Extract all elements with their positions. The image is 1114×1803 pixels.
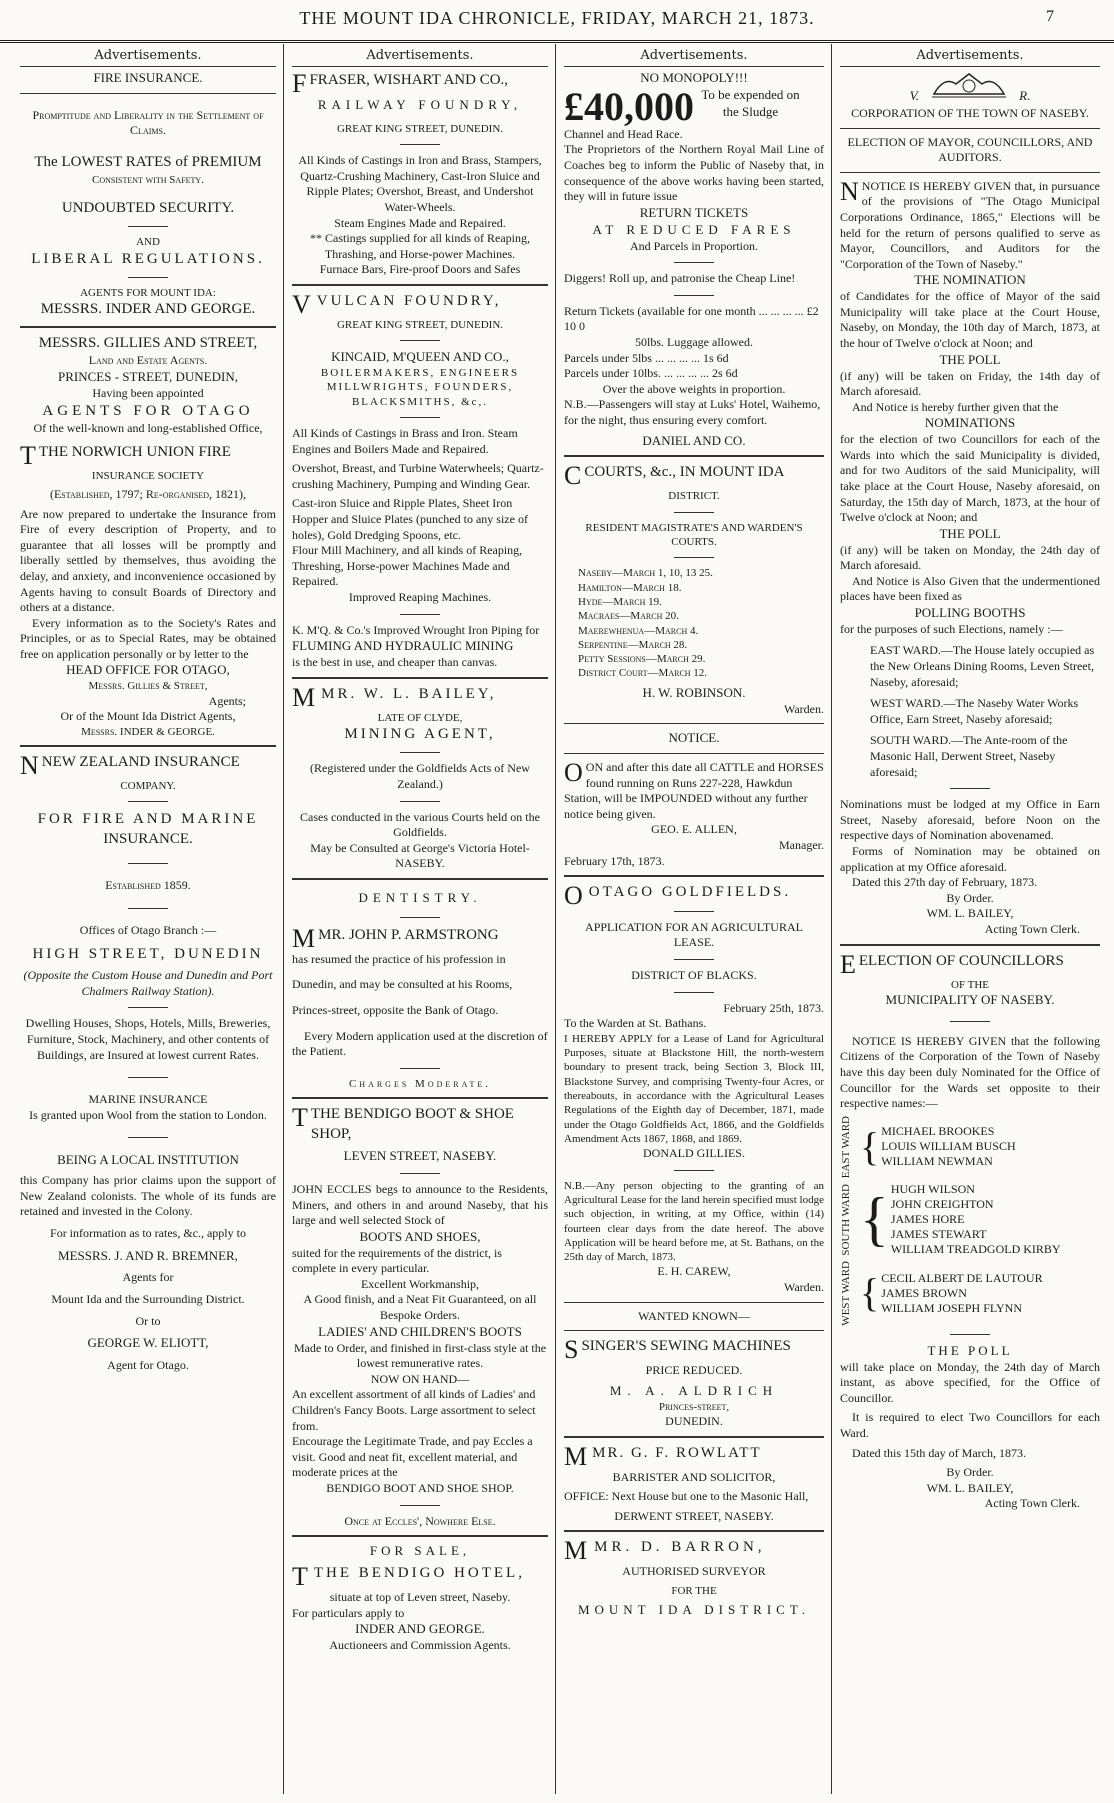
manager: Manager.	[779, 838, 824, 853]
armstrong-title: MR. JOHN P. ARMSTRONG	[318, 926, 499, 943]
poll-title: THE POLL	[939, 351, 1001, 367]
eccles: JOHN ECCLES begs to announce to the Residents, Miners, and others in and around Naseby, that his large and well selected Stock of	[292, 1182, 548, 1228]
high-street: HIGH STREET, DUNEDIN	[32, 945, 264, 962]
improved-reaping: Improved Reaping Machines.	[348, 589, 492, 604]
of-the: OF THE	[951, 978, 989, 991]
wool: Is granted upon Wool from the station to London.	[29, 1107, 267, 1122]
court-sittings	[578, 566, 824, 680]
charges: Charges Moderate.	[348, 1077, 492, 1090]
nomination-title: THE NOMINATION	[914, 272, 1026, 288]
column-3	[558, 44, 830, 1794]
reduced-fares: AT REDUCED FARES	[592, 221, 796, 237]
best-in-use: is the best in use, and cheaper than canvas.	[292, 655, 498, 670]
bendigo-shop: BENDIGO BOOT AND SHOE SHOP.	[326, 1480, 514, 1495]
required: It is required to elect Two Councillors for each Ward.	[840, 1410, 1100, 1440]
by-order-2: By Order.	[946, 1465, 994, 1480]
dated-march: Dated this 15th day of March, 1873.	[852, 1445, 1026, 1460]
channel: Channel and Head Race.	[564, 126, 683, 141]
great-king: GREAT KING STREET, DUNEDIN.	[336, 122, 504, 135]
column-heading: Advertisements.	[20, 44, 276, 67]
list-item: HUGH WILSON	[890, 1181, 975, 1196]
singer-title: SINGER'S SEWING MACHINES	[581, 1338, 791, 1355]
fluming: FLUMING AND HYDRAULIC MINING	[292, 638, 514, 654]
norwich-title: THE NORWICH UNION FIRE	[38, 443, 231, 460]
courts-ad: CCOURTS, &c., IN MOUNT IDA	[564, 461, 785, 491]
municipality: MUNICIPALITY OF NASEBY.	[885, 991, 1055, 1007]
luggage: 50lbs. Luggage allowed.	[635, 335, 753, 350]
auctioneers: Auctioneers and Commission Agents.	[329, 1638, 511, 1653]
robinson: H. W. ROBINSON.	[642, 684, 746, 700]
offices: Offices of Otago Branch :—	[79, 923, 217, 938]
situate: situate at top of Leven street, Naseby.	[329, 1589, 511, 1604]
diggers: Diggers! Roll up, and patronise the Cheap Line!	[564, 271, 796, 286]
fraser-title: FRASER, WISHART AND CO.,	[309, 72, 509, 88]
list-item: District Court—March 12.	[578, 667, 708, 680]
by-order: By Order.	[946, 890, 994, 905]
railway-foundry: RAILWAY FOUNDRY,	[317, 97, 523, 112]
list-item: MICHAEL BROOKES	[881, 1124, 995, 1139]
vulcan-title: VULCAN FOUNDRY,	[316, 292, 502, 309]
donald-gillies: DONALD GILLIES.	[643, 1146, 745, 1161]
otago-goldfields: OOTAGO GOLDFIELDS.	[564, 881, 792, 911]
excellent-assortment: An excellent assortment of all kinds of Ladies' and Children's Fancy Boots. Large assortment to select from.	[292, 1387, 536, 1433]
parcels-proportion: And Parcels in Proportion.	[630, 238, 758, 253]
agents: Agents;	[208, 693, 246, 708]
parcels-5: Parcels under 5lbs ... ... ... ... 1s 6d	[564, 350, 729, 365]
column-1	[14, 44, 282, 1794]
consulted: May be Consulted at George's Victoria Hotel-NASEBY.	[310, 840, 530, 871]
registered: (Registered under the Goldfields Acts of New Zealand.)	[310, 761, 530, 792]
coat-of-arms-icon	[924, 70, 1014, 100]
inder-george: MESSRS. INDER AND GEORGE.	[40, 301, 256, 318]
nz-title: NEW ZEALAND INSURANCE	[41, 754, 240, 771]
good-finish: A Good finish, and a Neat Fit Guaranteed, on all Bespoke Orders.	[303, 1292, 537, 1323]
allen: GEO. E. ALLEN,	[651, 822, 737, 837]
list-item: Maerewhenua—March 4.	[578, 624, 699, 637]
rowlatt-ad: MMR. G. F. ROWLATT	[564, 1441, 762, 1471]
south-ward: SOUTH WARD.—The Ante-room of the Masonic Hall, Derwent Street, Naseby aforesaid;	[870, 733, 1068, 779]
dunedin-rooms: Dunedin, and may be consulted at his Rooms,	[292, 977, 513, 992]
barron-ad: MMR. D. BARRON,	[564, 1536, 766, 1566]
list-item: WILLIAM NEWMAN	[881, 1154, 993, 1169]
undoubted-security: UNDOUBTED SECURITY.	[61, 199, 235, 216]
list-item: JOHN CREIGHTON	[890, 1196, 994, 1211]
castings-supplied: ** Castings supplied for all kinds of Reaping, Thrashing, and Horse-power Machines.	[310, 231, 530, 261]
list-item: CECIL ALBERT DE LAUTOUR	[881, 1270, 1043, 1285]
office: OFFICE: Next House but one to the Masonic Hall,	[564, 1489, 809, 1504]
expended: To be expended on the Sludge	[701, 86, 800, 119]
resident: RESIDENT MAGISTRATE'S AND WARDEN'S COURTS.	[585, 521, 803, 549]
bremner: MESSRS. J. AND R. BREMNER,	[58, 1247, 238, 1263]
column-rule	[831, 44, 832, 1794]
overshot: Overshot, Breast, and Turbine Waterwheels; Quartz-crushing Machinery, Pumping and Winding Gear.	[292, 461, 544, 491]
well-known: Of the well-known and long-established Office,	[33, 421, 263, 436]
all-kinds: All Kinds of Castings in Brass and Iron. Steam Engines and Boilers Made and Repaired.	[292, 426, 518, 456]
mount-ida-district-2: MOUNT IDA DISTRICT.	[577, 1602, 811, 1618]
messrs-inder: Messrs. INDER & GEORGE.	[81, 725, 215, 738]
royal-crest	[840, 70, 1100, 106]
consistent: Consistent with Safety.	[92, 173, 204, 186]
district-blacks: DISTRICT OF BLACKS.	[631, 967, 757, 982]
promptitude: Promptitude and Liberality in the Settlement of Claims.	[32, 107, 264, 138]
furnace: Furnace Bars, Fire-proof Doors and Safes	[319, 262, 521, 277]
town-clerk-2: Acting Town Clerk.	[984, 1496, 1080, 1511]
local-institution: BEING A LOCAL INSTITUTION	[57, 1152, 239, 1168]
encourage: Encourage the Legitimate Trade, and pay Eccles a visit. Good and neat fit, excellent material, and moderate prices at the	[292, 1434, 533, 1480]
aldrich: M. A. ALDRICH	[609, 1382, 779, 1398]
agents-for-2: Agents for	[122, 1270, 174, 1285]
return-fare: Return Tickets (available for one month ... ... ... ... £2 10 0	[564, 303, 819, 334]
page-number: 7	[1046, 8, 1054, 25]
feb-17: February 17th, 1873.	[564, 853, 665, 868]
nominations-title: NOMINATIONS	[924, 415, 1016, 431]
inder-george-2: INDER AND GEORGE.	[355, 1621, 485, 1637]
castings: All Kinds of Castings in Iron and Brass, Stampers, Quartz-Crushing Machinery, Cast-Iron Sluice and Ripple Plates; Overshot, Breast, and Undershot Water-Wheels.	[298, 153, 542, 214]
election-councillors: EELECTION OF COUNCILLORS	[840, 949, 1064, 979]
purposes: for the purposes of such Elections, namely :—	[840, 621, 1063, 636]
particulars: For particulars apply to	[292, 1605, 405, 1620]
ward-label: WEST WARD	[840, 1260, 852, 1326]
no-monopoly: NO MONOPOLY!!!	[640, 70, 748, 85]
list-item: LOUIS WILLIAM BUSCH	[881, 1139, 1016, 1154]
barrister: BARRISTER AND SOLICITOR,	[612, 1469, 776, 1484]
poll-place: will take place on Monday, the 24th day of March instant, as above specified, for the Office of Councillor.	[840, 1359, 1100, 1405]
courts-title: COURTS, &c., IN MOUNT IDA	[584, 464, 785, 481]
warden: Warden.	[783, 701, 824, 716]
ward-west: WEST WARD { CECIL ALBERT DE LAUTOUR JAMES BROWN WILLIAM JOSEPH FLYNN	[840, 1260, 1043, 1326]
to-warden: To the Warden at St. Bathans.	[564, 1016, 707, 1031]
bendigo-title: THE BENDIGO BOOT & SHOE SHOP,	[310, 1106, 514, 1142]
princes-opposite: Princes-street, opposite the Bank of Otago.	[292, 1003, 499, 1018]
list-item: WILLIAM JOSEPH FLYNN	[881, 1300, 1022, 1315]
sluice-plates: Cast-iron Sluice and Ripple Plates, Sheet Iron Hopper and Sluice Plates (punched to any size of holes), Gold Dredging Spoons, etc.	[292, 496, 528, 542]
boots-shoes: BOOTS AND SHOES,	[359, 1228, 481, 1244]
notice-hereby: NNOTICE IS HEREBY GIVEN that, in pursuance of the provisions of "The Otago Municipal Corporations Ordinance, 1865," Elections will be held for the return of persons qualified to serve as Mayor, Councillors, and Auditors for the "Corporation of the Town of Naseby."	[840, 176, 1100, 271]
ladies-boots: LADIES' AND CHILDREN'S BOOTS	[318, 1323, 522, 1339]
for-sale: FOR SALE,	[369, 1543, 471, 1559]
every-information: Every information as to the Society's Rates and Principles, or as to Special Rates, may be obtained free on application personally or by letter to the	[20, 615, 276, 661]
notice-2: NOTICE IS HEREBY GIVEN that the following Citizens of the Corporation of the Town of Naseby have this day been duly Nominated for the Office of Councillor for the Wards set opposite to their respective names:—	[840, 1033, 1100, 1111]
application-lease: APPLICATION FOR AN AGRICULTURAL LEASE.	[585, 919, 803, 950]
for-election: for the election of two Councillors for each of the Wards into which the said Municipality is divided, and for two Auditors of the said Municipality, will take place at the Court House, Naseby aforesaid, on Saturday, the 15th day of March, 1873, at the hour of Twelve o'clock at Noon; and	[840, 432, 1100, 525]
or-of: Or of the Mount Ida District Agents,	[60, 709, 236, 724]
cattle-notice: OON and after this date all CATTLE and HORSES found running on Runs 227-228, Hawkdun Station, will be IMPOUNDED without any further notice being given.	[564, 758, 824, 821]
column-rule	[555, 44, 556, 1794]
this-company: this Company has prior claims upon the support of New Zealand colonists. The whole of its funds are retained and invested in the Colony.	[20, 1173, 276, 1219]
gillies-street: MESSRS. GILLIES AND STREET,	[38, 334, 258, 351]
company: COMPANY.	[120, 780, 176, 793]
fire-insurance-title: FIRE INSURANCE.	[93, 70, 203, 85]
bailey-sign-2: WM. L. BAILEY,	[926, 1480, 1014, 1495]
now-prepared: Are now prepared to undertake the Insurance from Fire of every description of Property, and to guarantee that all losses will be promptly and liberally settled by themselves, thus avoiding the delay, and anxiety, and inconvenience occasioned by Agents having to consult Boards of Directory and others at a distance.	[20, 506, 276, 615]
wanted-known: WANTED KNOWN—	[638, 1308, 750, 1323]
west-ward: WEST WARD.—The Naseby Water Works Office, Earn Street, Naseby aforesaid;	[870, 696, 1079, 726]
land-estate: Land and Estate Agents.	[88, 353, 208, 368]
crest-r: R.	[1019, 88, 1031, 103]
list-item: Serpentine—March 28.	[578, 638, 688, 651]
opposite: (Opposite the Custom House and Dunedin and Port Chalmers Railway Station).	[23, 968, 273, 998]
for-information: For information as to rates, &c., apply to	[50, 1225, 246, 1240]
notice-title: NOTICE.	[668, 730, 720, 746]
surveyor: AUTHORISED SURVEYOR	[622, 1564, 766, 1579]
polling-booths: POLLING BOOTHS	[914, 605, 1026, 620]
column-rule	[283, 44, 284, 1794]
nz-insurance: NNEW ZEALAND INSURANCE	[20, 751, 240, 781]
princes-street-2: Princes-street,	[658, 1400, 730, 1413]
price-reduced: PRICE REDUCED.	[645, 1363, 743, 1378]
once-eccles: Once at Eccles', Nowhere Else.	[344, 1513, 496, 1528]
masthead	[0, 0, 1114, 43]
warden-2: Warden.	[783, 1280, 824, 1295]
parcels-10: Parcels under 10lbs. ... ... ... ... 2s 6d	[564, 366, 738, 381]
agents-for: AGENTS FOR MOUNT IDA:	[80, 287, 216, 300]
nb-passengers: N.B.—Passengers will stay at Luks' Hotel, Waihemo, for the night, thus ensuring every comfort.	[564, 397, 821, 427]
dentistry: DENTISTRY.	[358, 889, 482, 905]
poll-friday: (if any) will be taken on Friday, the 14th day of March aforesaid.	[840, 368, 1100, 399]
mount-ida-district: Mount Ida and the Surrounding District.	[51, 1292, 245, 1307]
column-4	[834, 44, 1106, 1794]
agent-otago: Agent for Otago.	[107, 1358, 189, 1373]
head-office: HEAD OFFICE FOR OTAGO,	[66, 662, 230, 678]
carew: E. H. CAREW,	[657, 1264, 731, 1279]
masthead-title: THE MOUNT IDA CHRONICLE, FRIDAY, MARCH 21, 1873.	[299, 8, 815, 28]
derwent: DERWENT STREET, NASEBY.	[614, 1508, 774, 1523]
dunedin: DUNEDIN.	[665, 1414, 723, 1429]
leven: LEVEN STREET, NASEBY.	[343, 1148, 497, 1164]
made-order: Made to Order, and finished in first-class style at the lowest remunerative rates.	[293, 1340, 547, 1371]
eliott: GEORGE W. ELIOTT,	[87, 1335, 209, 1351]
resumed: has resumed the practice of his profession in	[292, 951, 506, 966]
return-tickets: RETURN TICKETS	[639, 204, 749, 220]
kmq-piping: K. M'Q. & Co.'s Improved Wrought Iron Piping for	[292, 622, 540, 637]
insurance-word: INSURANCE.	[103, 830, 193, 847]
list-item: JAMES STEWART	[890, 1226, 987, 1241]
proprietors: The Proprietors of the Northern Royal Mail Line of Coaches beg to inform the Public of Naseby that, in consequence of the above works having been started, they will in future issue	[564, 142, 824, 204]
bailey-sign: WM. L. BAILEY,	[926, 906, 1014, 921]
poll-title-3: THE POLL	[927, 1342, 1013, 1358]
dwelling: Dwelling Houses, Shops, Hotels, Mills, Breweries, Furniture, Stock, Machinery, and other contents of Buildings, are Insured at lowest current Rates.	[25, 1016, 271, 1062]
election-mayor: ELECTION OF MAYOR, COUNCILLORS, AND AUDITORS.	[847, 134, 1093, 165]
further-given: And Notice is hereby further given that the	[852, 399, 1059, 414]
established-1859: Established 1859.	[105, 878, 191, 893]
lodged: Nominations must be lodged at my Office in Earn Street, Naseby aforesaid, before Noon on the respective days of Nomination abovenamed.	[840, 797, 1100, 843]
list-item: Hamilton—March 18.	[578, 581, 682, 594]
and-text: AND	[136, 236, 160, 249]
boilermakers: BOILERMAKERS, ENGINEERS MILLWRIGHTS, FOUNDERS, BLACKSMITHS, &c,.	[320, 367, 520, 408]
list-item: Naseby—March 1, 10, 13 25.	[578, 567, 713, 580]
list-item: Petty Sessions—March 29.	[578, 653, 706, 666]
fraser-wishart: FFRASER, WISHART AND CO.,	[292, 69, 509, 98]
also-given: And Notice is Also Given that the undermentioned places have been fixed as	[840, 573, 1100, 604]
having-appointed: Having been appointed	[92, 385, 204, 400]
column-heading: Advertisements.	[564, 44, 824, 67]
list-item: WILLIAM TREADGOLD KIRBY	[890, 1241, 1061, 1256]
barron-title: MR. D. BARRON,	[594, 1539, 766, 1556]
liberal-regulations: LIBERAL REGULATIONS.	[31, 250, 265, 267]
norwich-union: TTHE NORWICH UNION FIRE	[20, 440, 231, 470]
town-clerk: Acting Town Clerk.	[984, 921, 1080, 936]
cattle-text: ON and after this date all CATTLE and HORSES found running on Runs 227-228, Hawkdun Station, will be IMPOUNDED without any further notice being given.	[564, 760, 824, 821]
feb-25: February 25th, 1873.	[723, 1000, 824, 1015]
amount-block	[564, 87, 824, 127]
list-item: JAMES HORE	[890, 1211, 965, 1226]
modern: Every Modern application used at the discretion of the Patient.	[292, 1028, 548, 1059]
bailey-ad: MMR. W. L. BAILEY,	[292, 682, 497, 712]
otago-title: OTAGO GOLDFIELDS.	[588, 884, 792, 901]
ward-east: EAST WARD { MICHAEL BROOKES LOUIS WILLIAM BUSCH WILLIAM NEWMAN	[840, 1115, 1016, 1178]
bendigo-hotel: TTHE BENDIGO HOTEL,	[292, 1561, 525, 1591]
established-1797: (Established, 1797; Re-organised, 1821),	[49, 486, 246, 501]
bendigo-boot: TTHE BENDIGO BOOT & SHOE SHOP,	[292, 1103, 514, 1142]
column-2	[286, 44, 554, 1794]
amount: £40,000	[564, 86, 694, 127]
messrs-gillies: Messrs. Gillies & Street,	[88, 680, 208, 693]
ward-label: SOUTH WARD	[840, 1183, 852, 1256]
or-to: Or to	[135, 1313, 161, 1328]
ward-south: SOUTH WARD { HUGH WILSON JOHN CREIGHTON JAMES HORE JAMES STEWART WILLIAM TREADGOLD KIRBY	[840, 1181, 1061, 1256]
agents-otago: AGENTS FOR OTAGO	[42, 402, 254, 419]
district: DISTRICT.	[668, 490, 720, 503]
daniel: DANIEL AND CO.	[642, 432, 746, 448]
column-heading: Advertisements.	[840, 44, 1100, 67]
list-item: JAMES BROWN	[881, 1285, 967, 1300]
steam-engines: Steam Engines Made and Repaired.	[334, 215, 506, 230]
over-weights: Over the above weights in proportion.	[602, 381, 786, 396]
flour-mill: Flour Mill Machinery, and all kinds of Reaping, Threshing, Horse-power Machines Made and Repaired.	[292, 543, 523, 589]
hotel-title: THE BENDIGO HOTEL,	[313, 1564, 525, 1581]
rowlatt-title: MR. G. F. ROWLATT	[592, 1444, 762, 1461]
hereby-apply: I HEREBY APPLY for a Lease of Land for Agricultural Purposes, situate at Blackstone Hill, the north-western boundary to present track, being Section 3, Block III, Blackstone Survey, and comprising Twenty-four Acres, or thereabouts, in accordance with the Agricultural Leases Regulations of the Eighth day of December, 1871, made under the Otago Goldfields Act, 1866, and the Goldfields Amendment Acts 1867, 1868, and 1869.	[564, 1032, 824, 1145]
mining-agent: MINING AGENT,	[344, 725, 496, 742]
election-title: ELECTION OF COUNCILLORS	[858, 952, 1064, 969]
suited: suited for the requirements of the district, is complete in every particular.	[292, 1245, 502, 1276]
nb-objection: N.B.—Any person objecting to the granting of an Agricultural Lease for the land herein specified must lodge such objection, in writing, at my Office, within (14) fourteen clear days from the date hereof. The above Application will be heard before me, at St. Bathans, on the 25th day of March, 1873.	[564, 1179, 824, 1264]
princes-street: PRINCES - STREET, DUNEDIN,	[58, 369, 238, 385]
list-item: Macraes—March 20.	[578, 610, 679, 623]
fire-marine: FOR FIRE AND MARINE	[37, 811, 259, 828]
of-candidates: of Candidates for the office of Mayor of the said Municipality will take place at the Court House, Naseby, on Monday, the 10th day of March, 1873, at the hour of Twelve o'clock at Noon; and	[840, 289, 1100, 351]
kincaid: KINCAID, M'QUEEN AND CO.,	[331, 349, 509, 365]
east-ward: EAST WARD.—The House lately occupied as the New Orleans Dining Rooms, Leven Street, Naseby, aforesaid;	[870, 643, 1095, 689]
now-on-hand: NOW ON HAND—	[370, 1371, 470, 1386]
late-clyde: LATE OF CLYDE,	[377, 711, 463, 724]
lowest-rates: The LOWEST RATES of PREMIUM	[34, 154, 262, 171]
for-the: FOR THE	[671, 1585, 717, 1598]
singer-ad: SSINGER'S SEWING MACHINES	[564, 1335, 791, 1365]
poll-monday: (if any) will be taken on Monday, the 24th day of March aforesaid.	[840, 542, 1100, 573]
crest-v: V.	[909, 88, 920, 103]
dated-feb: Dated this 27th day of February, 1873.	[852, 875, 1038, 890]
armstrong-ad: MMR. JOHN P. ARMSTRONG	[292, 923, 499, 953]
poll-title-2: THE POLL	[939, 525, 1001, 541]
workmanship: Excellent Workmanship,	[360, 1276, 480, 1291]
notice-text: NOTICE IS HEREBY GIVEN that, in pursuance of the provisions of "The Otago Municipal Corporations Ordinance, 1865," Elections will be held for the return of persons qualified to serve as Mayor, Councillors, and Auditors for the "Corporation of the Town of Naseby."	[840, 178, 1100, 271]
ward-label: EAST WARD	[840, 1115, 852, 1178]
list-item: Hyde—March 19.	[578, 595, 662, 608]
column-heading: Advertisements.	[292, 44, 548, 67]
marine-insurance: MARINE INSURANCE	[88, 1092, 208, 1107]
cases: Cases conducted in the various Courts held on the Goldfields.	[300, 809, 540, 840]
forms: Forms of Nomination may be obtained on application at my Office aforesaid.	[840, 844, 1100, 874]
corporation: CORPORATION OF THE TOWN OF NASEBY.	[851, 106, 1089, 120]
great-king-2: GREAT KING STREET, DUNEDIN.	[336, 318, 504, 331]
bailey-title: MR. W. L. BAILEY,	[321, 685, 497, 702]
vulcan-foundry: VVULCAN FOUNDRY,	[292, 289, 502, 319]
insurance-society: INSURANCE SOCIETY	[91, 469, 205, 482]
